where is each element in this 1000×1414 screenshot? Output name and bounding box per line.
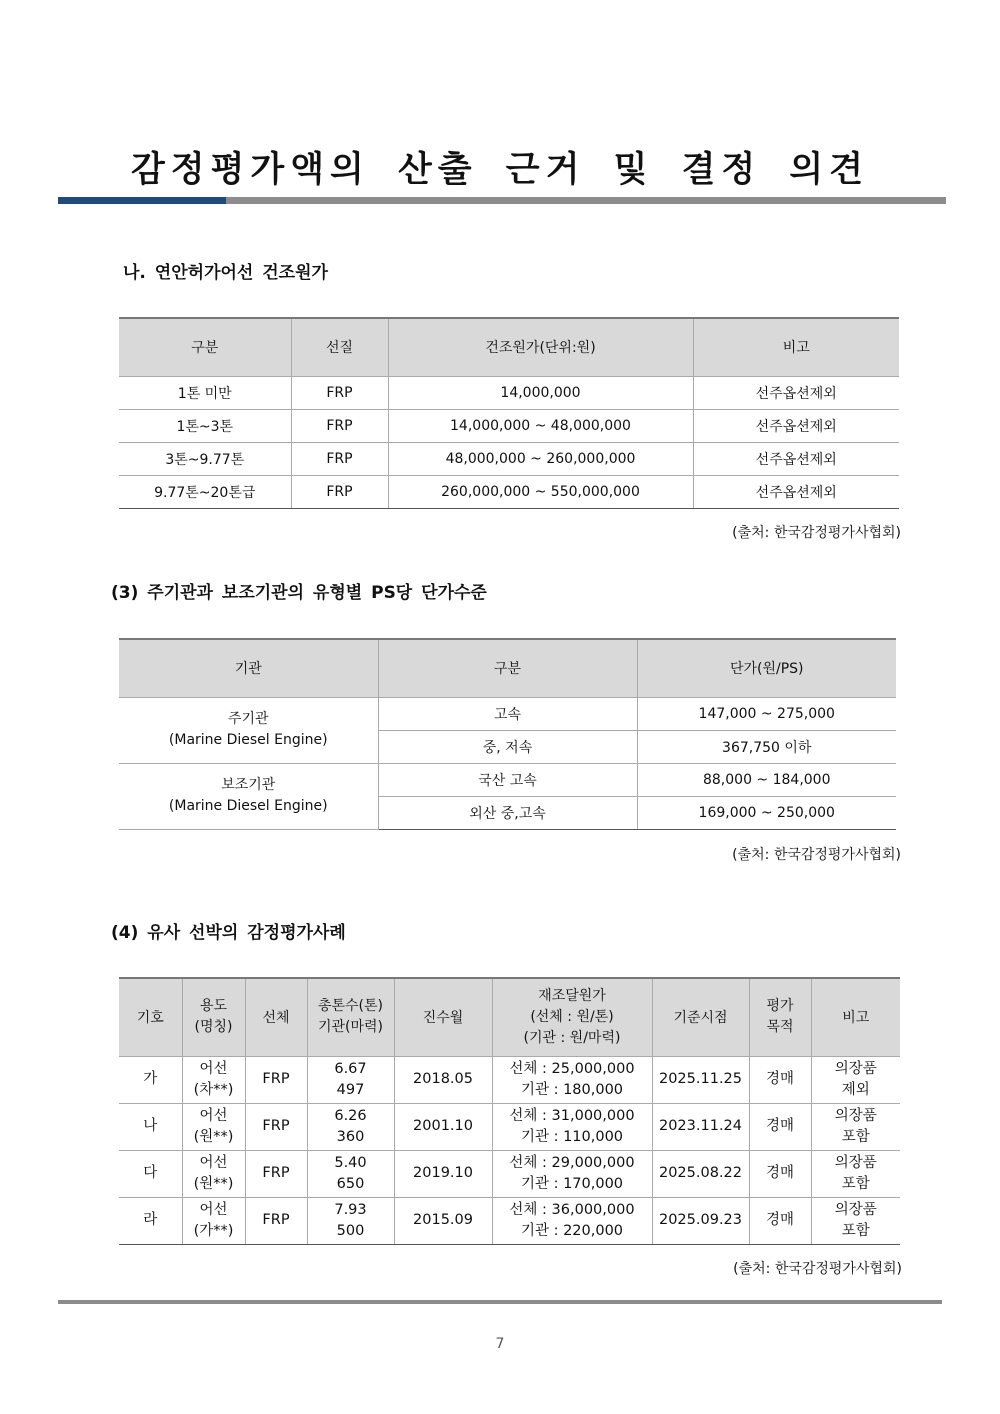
table-cell: 선주옵션제외 — [693, 409, 899, 442]
cell-line: 7.93 — [334, 1201, 367, 1218]
cell-line: 2018.05 — [413, 1071, 473, 1087]
table-cell: 48,000,000 ~ 260,000,000 — [388, 442, 693, 475]
header-line: (명칭) — [194, 1019, 233, 1036]
table-cell — [307, 1056, 394, 1103]
header-cell — [492, 978, 652, 1056]
table-row — [119, 1103, 900, 1150]
cell-line: 2019.10 — [413, 1165, 473, 1181]
title-underline-accent — [58, 197, 226, 204]
header-cell: 기관 — [119, 639, 378, 697]
cell-line: 선체 : 36,000,000 — [509, 1201, 635, 1218]
table-cell: 88,000 ~ 184,000 — [637, 763, 896, 796]
cell-line: 가 — [143, 1071, 158, 1087]
cell-line: 포함 — [841, 1222, 870, 1239]
section-heading-similar-cases: (4) 유사 선박의 감정평가사례 — [111, 923, 346, 943]
footer-divider — [58, 1300, 942, 1304]
cell-line: 선체 : 31,000,000 — [509, 1107, 635, 1124]
cell-line: 기관 : 220,000 — [520, 1222, 624, 1239]
table-row — [119, 442, 899, 475]
engine-price-table — [119, 638, 896, 830]
header-cell — [307, 978, 394, 1056]
table-cell — [307, 1150, 394, 1197]
cell-line: 경매 — [765, 1118, 794, 1134]
header-cell: 진수월 — [394, 978, 492, 1056]
cell-line: 포함 — [841, 1175, 870, 1192]
cell-line: 어선 — [199, 1154, 228, 1171]
table-cell: 중, 저속 — [378, 730, 637, 763]
header-cell: 건조원가(단위:원) — [388, 318, 693, 376]
cell-line: 5.40 — [334, 1154, 367, 1171]
table-cell — [182, 1197, 245, 1244]
table-cell — [245, 1056, 307, 1103]
section-heading-engine-price: (3) 주기관과 보조기관의 유형별 PS당 단가수준 — [111, 583, 487, 603]
cell-line: 2023.11.24 — [658, 1118, 743, 1134]
cell-line: (차**) — [193, 1081, 234, 1098]
table-cell — [307, 1197, 394, 1244]
table-row — [119, 763, 896, 796]
table-cell: 선주옵션제외 — [693, 442, 899, 475]
table-cell — [749, 1150, 811, 1197]
table-cell: 14,000,000 ~ 48,000,000 — [388, 409, 693, 442]
header-line: 기관(마력) — [317, 1019, 384, 1036]
table-row — [119, 376, 899, 409]
table-cell — [307, 1103, 394, 1150]
similar-cases-table — [119, 977, 900, 1245]
table-cell: 1톤~3톤 — [119, 409, 291, 442]
cell-line: 어선 — [199, 1060, 228, 1077]
header-line: (선체 : 원/톤) — [530, 1008, 614, 1025]
header-cell — [749, 978, 811, 1056]
cell-line: 다 — [143, 1165, 158, 1181]
engine-group-cell — [119, 697, 378, 763]
table-cell — [394, 1103, 492, 1150]
header-line: 용도 — [199, 998, 228, 1015]
cell-line: (원**) — [193, 1175, 234, 1192]
page-title: 감정평가액의 산출 근거 및 결정 의견 — [130, 150, 870, 190]
table-cell — [652, 1150, 749, 1197]
table-cell — [749, 1197, 811, 1244]
header-cell: 선체 — [245, 978, 307, 1056]
title-underline — [226, 197, 946, 204]
table-cell: 고속 — [378, 697, 637, 730]
header-cell: 비고 — [693, 318, 899, 376]
table-cell — [182, 1103, 245, 1150]
engine-name: 보조기관 — [221, 777, 276, 793]
cell-line: 6.26 — [334, 1107, 367, 1124]
table-cell — [811, 1197, 900, 1244]
cell-line: 경매 — [765, 1165, 794, 1181]
table-cell: FRP — [291, 376, 388, 409]
table-cell — [182, 1150, 245, 1197]
source-note: (출처: 한국감정평가사협회) — [732, 847, 901, 863]
cell-line: 2025.09.23 — [658, 1212, 743, 1228]
header-cell: 구분 — [119, 318, 291, 376]
engine-name: 주기관 — [227, 711, 269, 727]
table-cell — [119, 1150, 182, 1197]
table-cell: 9.77톤~20톤급 — [119, 475, 291, 508]
cell-line: 기관 : 170,000 — [520, 1175, 624, 1192]
cell-line: 선체 : 25,000,000 — [509, 1060, 635, 1077]
table-cell: FRP — [291, 475, 388, 508]
cell-line: FRP — [262, 1071, 290, 1087]
table-cell — [182, 1056, 245, 1103]
table-cell — [652, 1197, 749, 1244]
table-cell: 169,000 ~ 250,000 — [637, 796, 896, 829]
table-cell — [394, 1197, 492, 1244]
source-note: (출처: 한국감정평가사협회) — [733, 1261, 902, 1277]
cell-line: 라 — [143, 1212, 158, 1228]
table-cell — [749, 1056, 811, 1103]
cell-line: 의장품 — [834, 1154, 877, 1171]
table-cell: FRP — [291, 442, 388, 475]
header-cell: 기호 — [119, 978, 182, 1056]
table-row — [119, 475, 899, 508]
cell-line: 2001.10 — [413, 1118, 473, 1134]
table-cell: 선주옵션제외 — [693, 376, 899, 409]
table-cell — [811, 1056, 900, 1103]
table-cell — [119, 1056, 182, 1103]
cell-line: 497 — [336, 1081, 365, 1098]
cell-line: 500 — [336, 1222, 365, 1239]
cell-line: FRP — [262, 1212, 290, 1228]
section-heading-construction-cost: 나. 연안허가어선 건조원가 — [123, 263, 328, 283]
table-cell — [492, 1056, 652, 1103]
header-cell: 단가(원/PS) — [637, 639, 896, 697]
header-cell — [182, 978, 245, 1056]
cell-line: 의장품 — [834, 1201, 877, 1218]
header-line: (기관 : 원/마력) — [523, 1029, 621, 1046]
cell-line: 의장품 — [834, 1060, 877, 1077]
cell-line: 기관 : 110,000 — [520, 1128, 624, 1145]
cell-line: 360 — [336, 1128, 365, 1145]
table-cell: FRP — [291, 409, 388, 442]
source-note: (출처: 한국감정평가사협회) — [732, 525, 901, 541]
table-cell: 14,000,000 — [388, 376, 693, 409]
table-row — [119, 1056, 900, 1103]
table-cell — [394, 1056, 492, 1103]
cell-line: 2025.08.22 — [658, 1165, 743, 1181]
table-cell — [394, 1150, 492, 1197]
cell-line: 650 — [336, 1175, 365, 1192]
header-line: 평가 — [766, 998, 794, 1015]
header-line: 재조달원가 — [538, 987, 606, 1004]
table-cell — [119, 1197, 182, 1244]
header-cell: 선질 — [291, 318, 388, 376]
table-row — [119, 1150, 900, 1197]
cell-line: 포함 — [841, 1128, 870, 1145]
header-cell: 비고 — [811, 978, 900, 1056]
header-cell: 구분 — [378, 639, 637, 697]
cell-line: 2025.11.25 — [658, 1071, 743, 1087]
header-line: 총톤수(톤) — [317, 998, 384, 1015]
table-cell — [811, 1103, 900, 1150]
table-cell — [492, 1103, 652, 1150]
header-cell: 기준시점 — [652, 978, 749, 1056]
engine-subtitle: (Marine Diesel Engine) — [168, 798, 328, 814]
cell-line: 제외 — [841, 1081, 870, 1098]
table-cell — [119, 1103, 182, 1150]
table-cell — [245, 1197, 307, 1244]
cell-line: 2015.09 — [413, 1212, 473, 1228]
table-cell: 1톤 미만 — [119, 376, 291, 409]
header-line: 목적 — [766, 1019, 794, 1036]
cell-line: 어선 — [199, 1107, 228, 1124]
cell-line: 경매 — [765, 1212, 794, 1228]
table-cell — [811, 1150, 900, 1197]
construction-cost-table — [119, 317, 899, 509]
cell-line: (원**) — [193, 1128, 234, 1145]
cell-line: 기관 : 180,000 — [520, 1081, 624, 1098]
cell-line: (가**) — [193, 1222, 234, 1239]
cell-line: 의장품 — [834, 1107, 877, 1124]
cell-line: 6.67 — [334, 1060, 367, 1077]
table-cell: 367,750 이하 — [637, 730, 896, 763]
table-cell: 선주옵션제외 — [693, 475, 899, 508]
table-cell: 외산 중,고속 — [378, 796, 637, 829]
table-cell — [492, 1150, 652, 1197]
table-cell: 260,000,000 ~ 550,000,000 — [388, 475, 693, 508]
table-cell — [245, 1150, 307, 1197]
table-cell — [652, 1103, 749, 1150]
cell-line: 선체 : 29,000,000 — [509, 1154, 635, 1171]
table-cell — [492, 1197, 652, 1244]
table-cell: 3톤~9.77톤 — [119, 442, 291, 475]
page-number: 7 — [495, 1336, 505, 1352]
table-cell: 147,000 ~ 275,000 — [637, 697, 896, 730]
engine-group-cell — [119, 763, 378, 829]
engine-subtitle: (Marine Diesel Engine) — [168, 732, 328, 748]
cell-line: 나 — [143, 1118, 158, 1134]
table-cell: 국산 고속 — [378, 763, 637, 796]
table-cell — [245, 1103, 307, 1150]
cell-line: 어선 — [199, 1201, 228, 1218]
table-cell — [652, 1056, 749, 1103]
table-cell — [749, 1103, 811, 1150]
table-row — [119, 1197, 900, 1244]
table-row — [119, 697, 896, 730]
table-row — [119, 409, 899, 442]
cell-line: FRP — [262, 1118, 290, 1134]
cell-line: FRP — [262, 1165, 290, 1181]
cell-line: 경매 — [765, 1071, 794, 1087]
